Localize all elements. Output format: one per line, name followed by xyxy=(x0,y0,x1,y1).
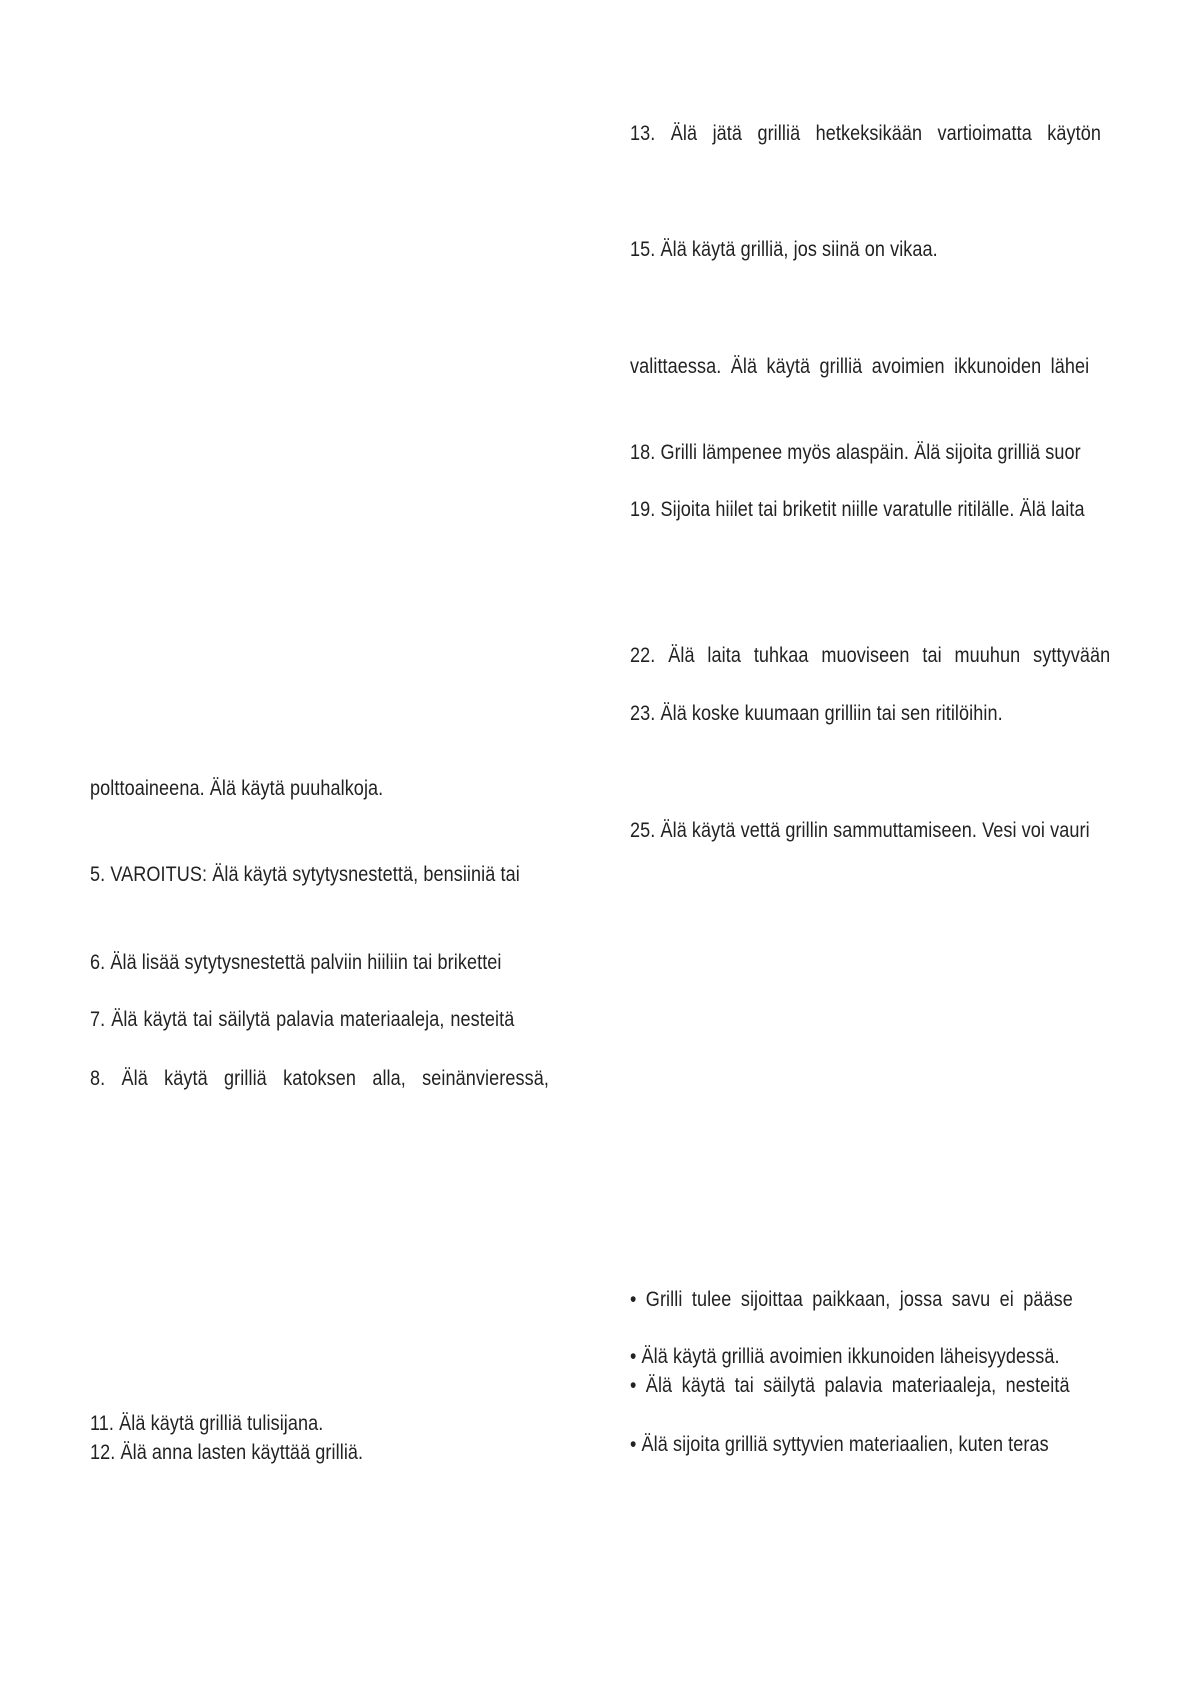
instruction-item-23: 23. Älä koske kuumaan grilliin tai sen ritilöihin. xyxy=(630,702,1003,725)
instruction-item-19: 19. Sijoita hiilet tai briketit niille varatulle ritilälle. Älä laita xyxy=(630,498,1085,521)
bullet-item: • Älä sijoita grilliä syttyvien materiaalien, kuten teras xyxy=(630,1433,1049,1456)
instruction-item-15: 15. Älä käytä grilliä, jos siinä on vikaa. xyxy=(630,238,938,261)
instruction-item-8: 8. Älä käytä grilliä katoksen alla, seinänvieressä, xyxy=(90,1067,549,1090)
bullet-item: • Grilli tulee sijoittaa paikkaan, jossa savu ei pääse xyxy=(630,1288,1073,1311)
instruction-item-11: 11. Älä käytä grilliä tulisijana. xyxy=(90,1412,324,1435)
instruction-item-7: 7. Älä käytä tai säilytä palavia materiaaleja, nesteitä xyxy=(90,1008,515,1031)
instruction-item-25: 25. Älä käytä vettä grillin sammuttamiseen. Vesi voi vauri xyxy=(630,819,1090,842)
instruction-item-13: 13. Älä jätä grilliä hetkeksikään vartioimatta käytön xyxy=(630,122,1102,145)
instruction-item-17-continuation: valittaessa. Älä käytä grilliä avoimien ikkunoiden lähei xyxy=(630,355,1090,378)
instruction-item-4-continuation: polttoaineena. Älä käytä puuhalkoja. xyxy=(90,777,384,800)
instruction-item-22: 22. Älä laita tuhkaa muoviseen tai muuhun syttyvään xyxy=(630,644,1111,667)
instruction-item-12: 12. Älä anna lasten käyttää grilliä. xyxy=(90,1441,364,1464)
instruction-item-18: 18. Grilli lämpenee myös alaspäin. Älä sijoita grilliä suor xyxy=(630,441,1081,464)
instruction-item-5: 5. VAROITUS: Älä käytä sytytysnestettä, bensiiniä tai xyxy=(90,863,520,886)
bullet-item: • Älä käytä grilliä avoimien ikkunoiden läheisyydessä. xyxy=(630,1345,1060,1368)
instruction-item-6: 6. Älä lisää sytytysnestettä palviin hiiliin tai brikettei xyxy=(90,951,502,974)
bullet-item: • Älä käytä tai säilytä palavia materiaaleja, nesteitä xyxy=(630,1374,1070,1397)
